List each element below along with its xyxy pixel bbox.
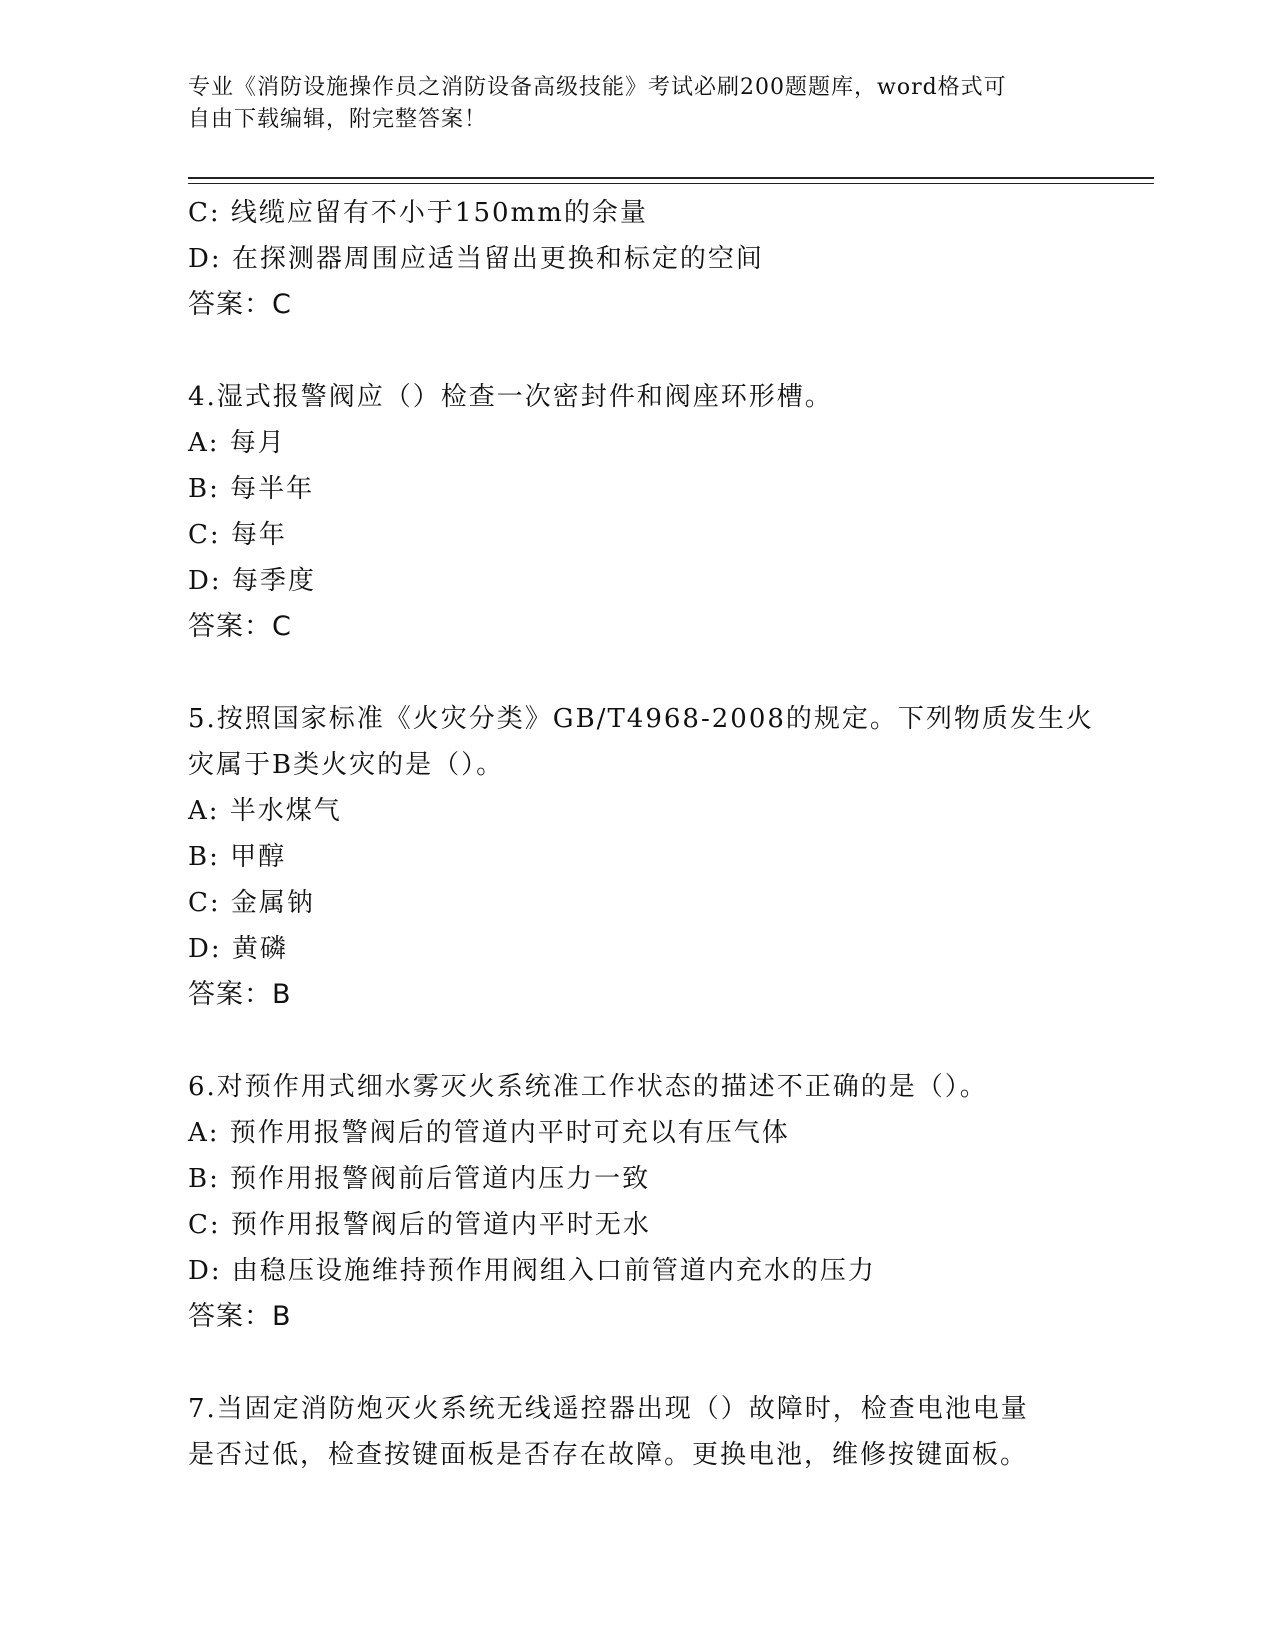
q5-option-d: D: 黄磷 <box>188 934 288 964</box>
q5-stem-line-1: 5.按照国家标准《火灾分类》GB/T4968-2008的规定。下列物质发生火 <box>188 704 1094 734</box>
q4-option-a: A: 每月 <box>188 428 286 458</box>
question-5 <box>188 696 1108 1018</box>
q4-answer: 答案：C <box>188 611 292 642</box>
spacer <box>188 328 1108 374</box>
q3-option-c: C: 线缆应留有不小于150mm的余量 <box>188 198 648 228</box>
question-3-partial <box>188 190 1108 328</box>
spacer <box>188 1018 1108 1064</box>
q4-stem: 4.湿式报警阀应（）检查一次密封件和阀座环形槽。 <box>188 382 833 412</box>
q3-answer: 答案：C <box>188 289 292 320</box>
header-divider-thick <box>188 177 1154 179</box>
q4-option-d: D: 每季度 <box>188 566 316 596</box>
q6-option-b: B: 预作用报警阀前后管道内压力一致 <box>188 1164 651 1194</box>
q6-option-a: A: 预作用报警阀后的管道内平时可充以有压气体 <box>188 1118 790 1148</box>
q6-answer: 答案：B <box>188 1301 292 1332</box>
question-4 <box>188 374 1108 650</box>
document-header <box>188 72 1068 136</box>
header-title-line-1: 专业《消防设施操作员之消防设备高级技能》考试必刷200题题库，word格式可 <box>188 75 1007 100</box>
header-divider-thin <box>188 183 1154 184</box>
q4-option-b: B: 每半年 <box>188 474 315 504</box>
question-list <box>188 190 1108 1478</box>
q5-option-a: A: 半水煤气 <box>188 796 342 826</box>
header-title-line-2: 自由下载编辑，附完整答案！ <box>188 107 488 132</box>
spacer <box>188 650 1108 696</box>
q5-stem-line-2: 灾属于B类火灾的是（）。 <box>188 750 505 780</box>
q6-option-c: C: 预作用报警阀后的管道内平时无水 <box>188 1210 651 1240</box>
q7-stem-line-2: 是否过低，检查按键面板是否存在故障。更换电池，维修按键面板。 <box>188 1440 1029 1470</box>
q5-option-b: B: 甲醇 <box>188 842 287 872</box>
q4-option-c: C: 每年 <box>188 520 287 550</box>
question-7 <box>188 1386 1108 1478</box>
q7-stem-line-1: 7.当固定消防炮灭火系统无线遥控器出现（）故障时，检查电池电量 <box>188 1394 1029 1424</box>
q6-stem: 6.对预作用式细水雾灭火系统准工作状态的描述不正确的是（）。 <box>188 1072 988 1102</box>
q3-option-d: D: 在探测器周围应适当留出更换和标定的空间 <box>188 244 764 274</box>
question-6 <box>188 1064 1108 1340</box>
spacer <box>188 1340 1108 1386</box>
q5-answer: 答案：B <box>188 979 292 1010</box>
q5-option-c: C: 金属钠 <box>188 888 315 918</box>
q6-option-d: D: 由稳压设施维持预作用阀组入口前管道内充水的压力 <box>188 1256 876 1286</box>
